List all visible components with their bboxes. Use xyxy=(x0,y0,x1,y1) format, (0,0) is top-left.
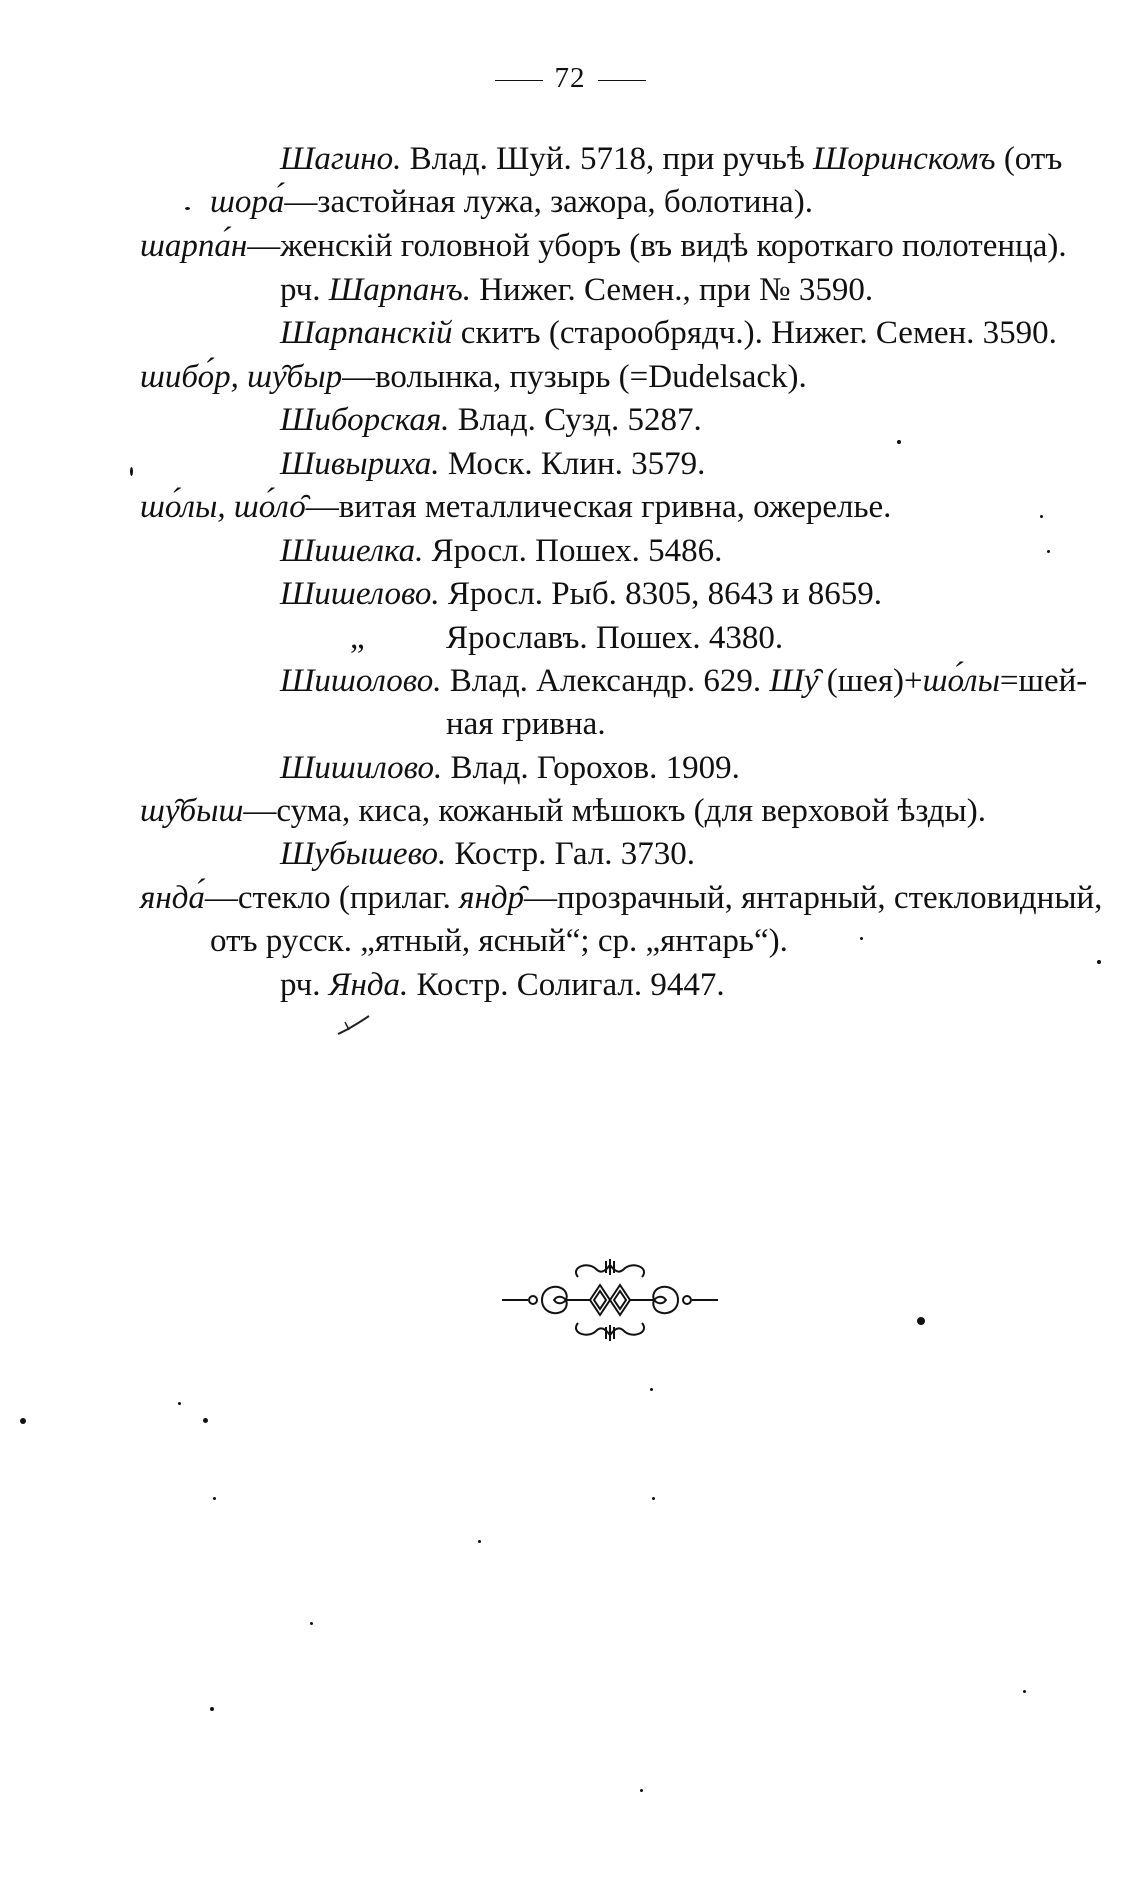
entry-line-17 xyxy=(280,832,695,876)
entry-text: Ярославъ. Пошех. 4380. xyxy=(446,620,784,656)
page-number-value: 72 xyxy=(554,62,586,94)
entry-text: Моск. Клин. 3579. xyxy=(439,446,706,482)
entry-text: ная гривна. xyxy=(446,706,606,742)
entry-text: —застойная лужа, зажора, болотина). xyxy=(284,184,813,220)
entry-line-19 xyxy=(210,919,788,963)
entry-text: Влад. Шуй. 5718, при ручьѣ xyxy=(401,141,813,177)
scan-speck xyxy=(1097,960,1101,964)
scan-speck xyxy=(860,937,863,940)
page-number-dash-left xyxy=(495,80,543,82)
headword: шибо́р, шу̑быр xyxy=(140,359,343,395)
scan-speck xyxy=(1047,550,1050,553)
entry-text: (шея)+ xyxy=(818,663,923,699)
scan-speck xyxy=(178,1402,181,1405)
toponym: Шишелово. xyxy=(280,576,440,612)
entry-text: —женскій головной уборъ (въ видѣ короткаго полотенца). xyxy=(247,228,1067,264)
entry-text: —стекло (прилаг. xyxy=(204,880,460,916)
headword: шо́лы xyxy=(922,663,1000,699)
entry-text: рч. xyxy=(280,272,329,308)
entry-text: =шей- xyxy=(999,663,1088,699)
headword: шу̑быш xyxy=(140,793,244,829)
entry-line-5 xyxy=(280,311,1057,355)
entry-text: рч. xyxy=(280,967,329,1003)
scan-speck xyxy=(650,1388,653,1391)
toponym: Шагино. xyxy=(280,141,402,177)
entry-text: Костр. Гал. 3730. xyxy=(446,836,696,872)
entry-line-3 xyxy=(140,224,1067,268)
entry-line-12 xyxy=(350,616,365,660)
scan-speck xyxy=(917,1317,925,1325)
scan-speck xyxy=(478,1540,481,1543)
entry-line-18 xyxy=(140,876,1102,920)
entry-text: отъ русск. „ятный, ясный“; ср. „янтарь“). xyxy=(210,923,788,959)
scan-speck xyxy=(652,1497,655,1500)
page-number xyxy=(0,62,1140,95)
scan-speck xyxy=(130,467,133,476)
entry-text: Влад. Горохов. 1909. xyxy=(442,750,740,786)
entry-line-20 xyxy=(280,963,725,1007)
scan-speck xyxy=(20,1418,26,1424)
toponym: Шиборская. xyxy=(280,402,450,438)
entry-line-8 xyxy=(280,442,705,486)
entry-line-2 xyxy=(210,180,813,224)
scan-speck xyxy=(1023,1690,1026,1693)
toponym: Шишолово. xyxy=(280,663,442,699)
entry-text: Нижег. Семен., при № 3590. xyxy=(470,272,874,308)
entry-text: Влад. Сузд. 5287. xyxy=(449,402,702,438)
headword: яндр̑ xyxy=(459,880,525,916)
entry-line-13 xyxy=(280,659,1087,703)
headword: янда́ xyxy=(140,880,205,916)
scan-speck xyxy=(1040,515,1043,518)
page-number-dash-right xyxy=(598,80,646,82)
entry-text: —сума, киса, кожаный мѣшокъ (для верховой ѣзды). xyxy=(243,793,986,829)
scan-speck xyxy=(897,440,901,444)
entry-text: Яросл. Рыб. 8305, 8643 и 8659. xyxy=(439,576,883,612)
entry-line-11 xyxy=(280,572,882,616)
entry-text: Влад. Александр. 629. xyxy=(441,663,770,699)
toponym: Шарпанъ. xyxy=(328,272,471,308)
headword: шарпа́н xyxy=(140,228,248,264)
toponym: Шишелка. xyxy=(280,533,424,569)
toponym: Шарпанскій xyxy=(280,315,453,351)
entry-text: —прозрачный, янтарный, стекловидный, xyxy=(524,880,1103,916)
entry-text: Яросл. Пошех. 5486. xyxy=(423,533,723,569)
pen-mark xyxy=(335,1010,375,1040)
entry-line-4 xyxy=(280,268,873,312)
toponym: Шишилово. xyxy=(280,750,443,786)
headword: шора́ xyxy=(210,184,285,220)
entry-text: (отъ xyxy=(995,141,1063,177)
toponym: Шоринскомъ xyxy=(813,141,996,177)
scan-speck xyxy=(310,1622,313,1625)
scan-speck xyxy=(203,1418,208,1423)
entry-text: скитъ (старообрядч.). Нижег. Семен. 3590. xyxy=(452,315,1057,351)
entry-line-6 xyxy=(140,355,807,399)
scan-speck xyxy=(210,1707,214,1711)
entry-line-10 xyxy=(280,529,722,573)
fleuron-ornament-icon xyxy=(500,1255,720,1345)
entry-line-16 xyxy=(140,789,986,833)
headword: шо́лы, шо́ло̑ xyxy=(140,489,306,525)
entry-text: —волынка, пузырь (=Dudelsack). xyxy=(342,359,807,395)
scan-speck xyxy=(185,207,190,210)
entry-line-14 xyxy=(446,702,606,746)
scan-speck xyxy=(640,1789,643,1792)
entry-line-7 xyxy=(280,398,702,442)
toponym: Шивыриха. xyxy=(280,446,440,482)
ditto-mark: „ xyxy=(350,620,365,656)
entry-text: Костр. Солигал. 9447. xyxy=(408,967,725,1003)
entry-line-9 xyxy=(140,485,891,529)
toponym: Шубышево. xyxy=(280,836,447,872)
entry-line-12-text xyxy=(446,616,783,660)
scan-speck xyxy=(213,1497,216,1500)
headword: Шу̑ xyxy=(769,663,819,699)
entry-text: —витая металлическая гривна, ожерелье. xyxy=(305,489,892,525)
toponym: Янда. xyxy=(328,967,409,1003)
entry-line-15 xyxy=(280,746,740,790)
entry-line-1 xyxy=(280,137,1062,181)
